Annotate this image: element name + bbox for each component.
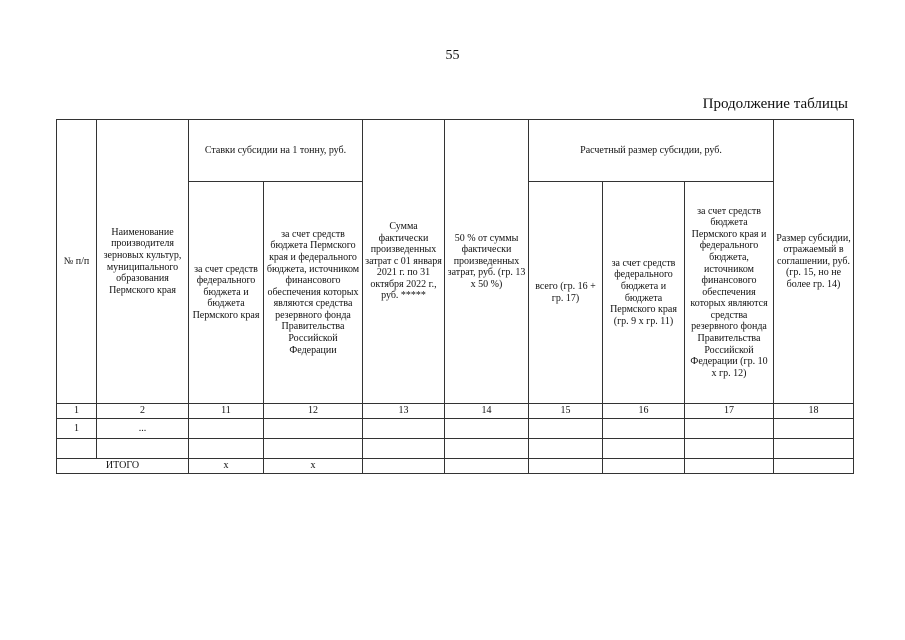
column-number: 15	[529, 404, 603, 419]
total-row	[57, 459, 854, 474]
column-number: 18	[774, 404, 854, 419]
total-cell	[445, 459, 529, 474]
column-number: 17	[685, 404, 774, 419]
header-col-16: за счет средств федерального бюджета и бюджета Пермского края (гр. 9 х гр. 11)	[603, 182, 685, 404]
header-group-calc: Расчетный размер субсидии, руб.	[529, 120, 774, 182]
column-number: 14	[445, 404, 529, 419]
table-row	[57, 419, 854, 439]
table-row	[57, 439, 854, 459]
row-cell	[363, 419, 445, 439]
header-row-1	[57, 120, 854, 182]
row-name: ...	[97, 419, 189, 439]
row-cell	[529, 439, 603, 459]
total-cell	[685, 459, 774, 474]
row-cell	[603, 439, 685, 459]
header-col-17: за счет средств бюджета Пермского края и федерального бюджета, источником финансового обеспечения которых являются средства резервного фонда Правительства Российской Федерации (гр. 10 х гр. 12)	[685, 182, 774, 404]
total-cell	[603, 459, 685, 474]
header-col-13: Сумма фактически произведенных затрат с 01 января 2021 г. по 31 октября 2022 г., руб. *****	[363, 120, 445, 404]
row-cell	[264, 419, 363, 439]
row-cell	[189, 419, 264, 439]
row-cell	[529, 419, 603, 439]
total-cell: х	[189, 459, 264, 474]
row-cell	[685, 439, 774, 459]
column-number: 1	[57, 404, 97, 419]
page-number: 55	[445, 48, 460, 63]
total-cell: х	[264, 459, 363, 474]
table-continuation-label: Продолжение таблицы	[702, 96, 848, 112]
header-group-rates: Ставки субсидии на 1 тонну, руб.	[189, 120, 363, 182]
row-cell	[685, 419, 774, 439]
header-col-15: всего (гр. 16 + гр. 17)	[529, 182, 603, 404]
row-cell	[363, 439, 445, 459]
row-cell	[264, 439, 363, 459]
subsidy-table	[56, 119, 854, 474]
column-number: 12	[264, 404, 363, 419]
total-label: ИТОГО	[57, 459, 189, 474]
column-number-row	[57, 404, 854, 419]
row-cell	[57, 439, 97, 459]
row-cell	[774, 419, 854, 439]
row-np: 1	[57, 419, 97, 439]
row-cell	[97, 439, 189, 459]
header-col-12: за счет средств бюджета Пермского края и федерального бюджета, источником финансового обеспечения которых являются средства резервного фонда Правительства Российской Федерации	[264, 182, 363, 404]
total-cell	[529, 459, 603, 474]
row-cell	[445, 419, 529, 439]
header-col-14: 50 % от суммы фактически произведенных затрат, руб. (гр. 13 х 50 %)	[445, 120, 529, 404]
column-number: 16	[603, 404, 685, 419]
header-col-11: за счет средств федерального бюджета и бюджета Пермского края	[189, 182, 264, 404]
column-number: 2	[97, 404, 189, 419]
row-cell	[774, 439, 854, 459]
row-cell	[189, 439, 264, 459]
header-col-18: Размер субсидии, отражаемый в соглашении, руб. (гр. 15, но не более гр. 14)	[774, 120, 854, 404]
row-cell	[603, 419, 685, 439]
header-np: № п/п	[57, 120, 97, 404]
total-cell	[363, 459, 445, 474]
header-name: Наименование производителя зерновых культур, муниципального образования Пермского края	[97, 120, 189, 404]
total-cell	[774, 459, 854, 474]
column-number: 13	[363, 404, 445, 419]
row-cell	[445, 439, 529, 459]
column-number: 11	[189, 404, 264, 419]
